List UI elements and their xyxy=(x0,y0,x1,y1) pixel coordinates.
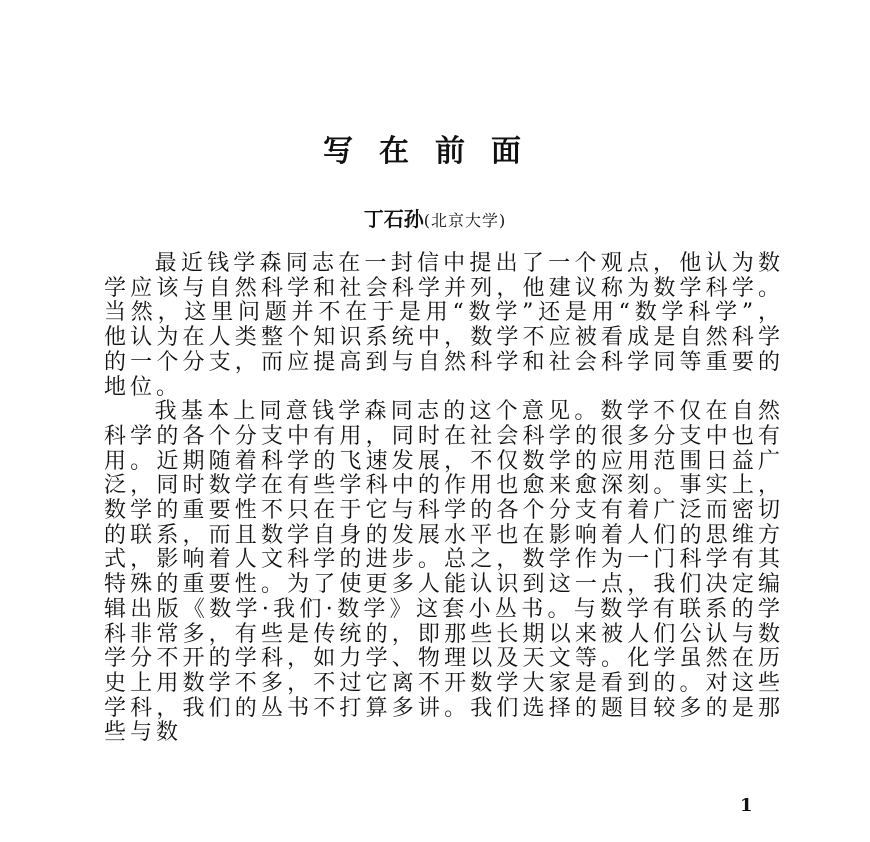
author-line xyxy=(0,206,870,234)
author-affiliation: (北京大学) xyxy=(423,211,507,230)
body-text xyxy=(104,252,784,746)
paragraph: 最近钱学森同志在一封信中提出了一个观点，他认为数学应该与自然科学和社会科学并列，他建议称为数学科学。当然，这里问题并不在于是用“数学”还是用“数学科学”，他认为在人类整个知识系统中，数学不应被看成是自然科学的一个分支，而应提高到与自然科学和社会科学同等重要的地位。 xyxy=(104,251,784,400)
paragraph: 我基本上同意钱学森同志的这个意见。数学不仅在自然科学的各个分支中有用，同时在社会科学的很多分支中也有用。近期随着科学的飞速发展，不仅数学的应用范围日益广泛，同时数学在有些学科中的作用也愈来愈深刻。事实上，数学的重要性不只在于它与科学的各个分支有着广泛而密切的联系，而且数学自身的发展水平也在影响着人们的思维方式，影响着人文科学的进步。总之，数学作为一门科学有其特殊的重要性。为了使更多人能认识到这一点，我们决定编辑出版《数学·我们·数学》这套小丛书。与数学有联系的学科非常多，有些是传统的，即那些长期以来被人们公认与数学分不开的学科，如力学、物理以及天文等。化学虽然在历史上用数学不多，不过它离不开数学大家是看到的。对这些学科，我们的丛书不打算多讲。我们选择的题目较多的是那些与数 xyxy=(104,399,784,746)
author-name: 丁石孙 xyxy=(363,207,424,231)
page-number: 1 xyxy=(740,795,753,816)
page-title: 写在前面 xyxy=(323,134,547,169)
